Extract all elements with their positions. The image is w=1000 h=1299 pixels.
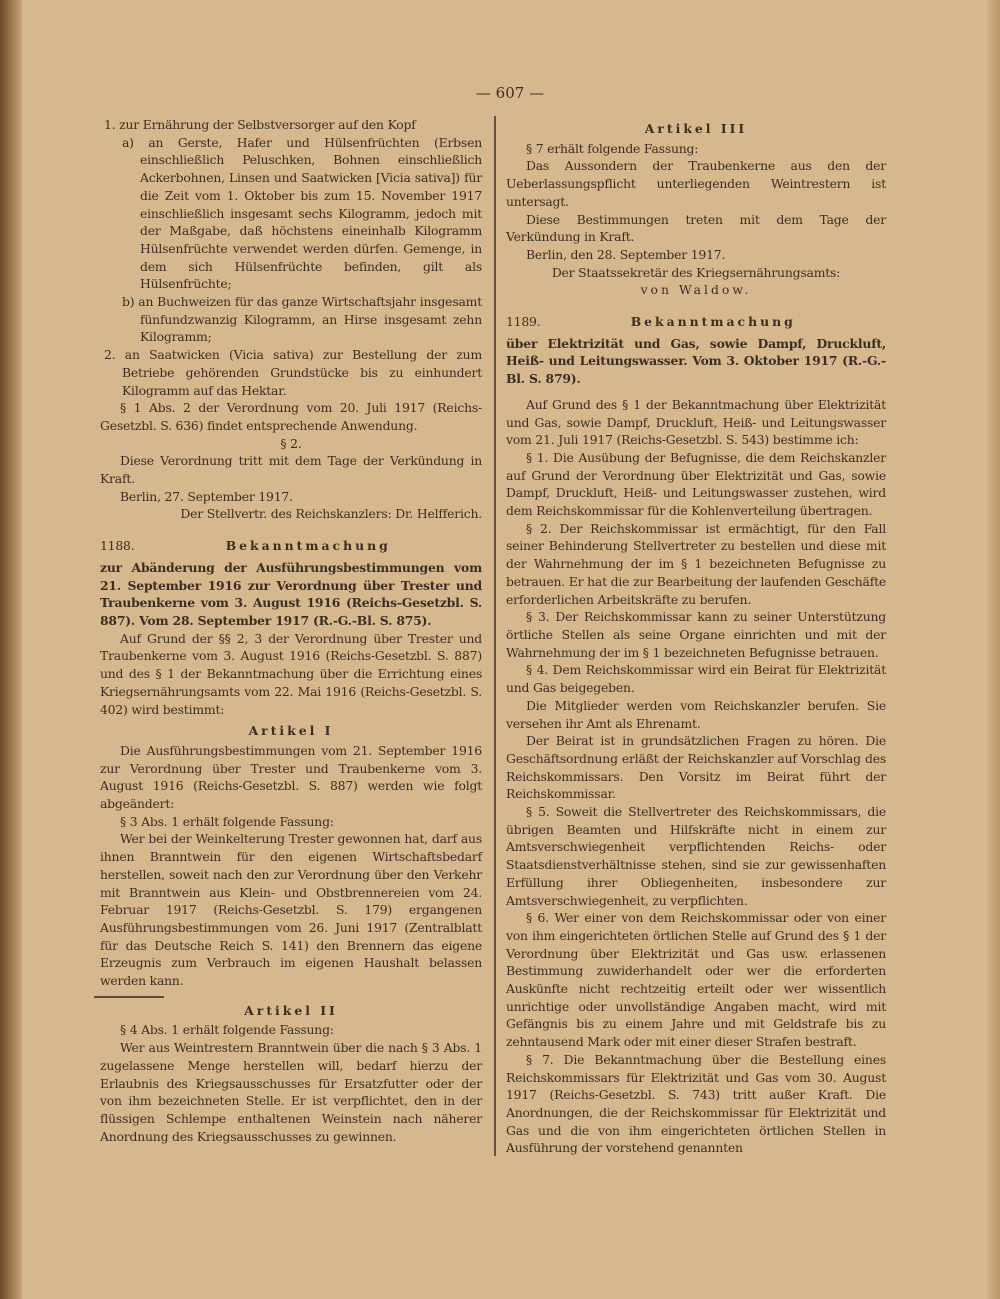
paragraph: § 7 erhält folgende Fassung: [526,140,699,156]
paragraph: Die Mitglieder werden vom Reichskanzler berufen. Sie versehen ihr Amt als Ehrenamt. [506,697,886,731]
left-column [100,116,482,1145]
paragraph: Wer bei der Weinkelterung Trester gewonnen hat, darf aus ihnen Branntwein für den eigenen Wirtschaftsbedarf herstellen, soweit nach den zur Verordnung über den Verkehr mit Branntwein aus Klein- und Obstbrennereien vom 24. Februar 1917 (Reichs-Gesetzbl. S. 179) ergangenen Ausführungsbestimmungen vom 26. Juni 1917 (Zentralblatt für das Deutsche Reich S. 141) den Brennern das eigene Erzeugnis zum Verbrauch im eigenen Haushalt belassen werden kann. [100,831,482,989]
paragraph: Auf Grund des § 1 der Bekanntmachung über Elektrizität und Gas, sowie Dampf, Druckluft, Heiß- und Leitungswasser vom 21. Juli 1917 (Reichs-Gesetzbl. S. 543) bestimme ich: [506,396,886,448]
section: § 7. Die Bekanntmachung über die Bestellung eines Reichskommissars für Elektrizität und Gas vom 30. August 1917 (Reichs-Gesetzbl. S. 743) tritt außer Kraft. Die Anordnungen, die der Reichskommissar für Elektrizität und Gas und die von ihm eingerichteten örtlichen Stellen in Ausführung der vorstehend genannten [506,1051,886,1156]
column-divider [494,116,496,1156]
section-heading: § 2. [280,435,302,451]
notice-number: 1189. [506,314,541,330]
list-item: 2. an Saatwicken (Vicia sativa) zur Bestellung der zum Betriebe gehörenden Grundstücke bis zu einhundert Kilogramm auf das Hektar. [104,347,482,398]
section: § 3. Der Reichskommissar kann zu seiner Unterstützung örtliche Stellen als seine Organe einrichten und mit der Wahrnehmung der im § 1 bezeichneten Befugnisse betrauen. [506,609,886,660]
signature: von Waldow. [640,282,752,298]
paragraph: § 3 Abs. 1 erhält folgende Fassung: [120,813,334,829]
list-item: a) an Gerste, Hafer und Hülsenfrüchten (Erbsen einschließlich Peluschken, Bohnen einschließlich Ackerbohnen, Linsen und Saatwicken [Vicia sativa]) für die Zeit vom 1. Oktober bis zum 15. November 1917 einschließlich insgesamt sechs Kilogramm, jedoch mit der Maßgabe, daß höchstens eineinhalb Kilogramm Hülsenfrüchte verwendet werden dürfen. Gemenge, in dem sich Hülsenfrüchte befinden, gilt als Hülsenfrüchte; [122,134,482,292]
paragraph: Auf Grund der §§ 2, 3 der Verordnung über Trester und Traubenkerne vom 3. August 1916 (Reichs-Gesetzbl. S. 887) und des § 1 der Bekanntmachung über die Errichtung eines Kriegsernährungsamts vom 22. Mai 1916 (Reichs-Gesetzbl. S. 402) wird bestimmt: [100,630,482,717]
signature: Der Stellvertr. des Reichskanzlers: Dr. Helfferich. [180,506,482,522]
notice-header [506,313,886,331]
list-item: 1. zur Ernährung der Selbstversorger auf den Kopf [104,117,416,132]
paragraph: Der Beirat ist in grundsätzlichen Fragen zu hören. Die Geschäftsordnung erläßt der Reichskanzler auf Vorschlag des Reichskommissars. Den Vorsitz im Beirat führt der Reichskommissar. [506,733,886,802]
article-heading: Artikel II [244,1002,338,1018]
article-heading: Artikel III [644,121,748,136]
notice-title: zur Abänderung der Ausführungsbestimmungen vom 21. September 1916 zur Verordnung über Trester und Traubenkerne vom 3. August 1916 (Reichs-Gesetzbl. S. 887). Vom 28. September 1917 (R.-G.-Bl. S. 875). [100,559,482,628]
section: § 6. Wer einer von dem Reichskommissar oder von einer von ihm eingerichteten örtlichen Stelle auf Grund des § 1 der Verordnung über Elektrizität und Gas usw. erlassenen Bestimmung zuwiderhandelt oder wer die erforderten Auskünfte nicht rechtzeitig erteilt oder wer wissentlich unrichtige oder unvollständige Angaben macht, wird mit Gefängnis bis zu einem Jahre und mit Geldstrafe bis zu zehntausend Mark oder mit einer dieser Strafen bestraft. [506,910,886,1050]
page-number: — 607 — [475,84,545,102]
notice-title: über Elektrizität und Gas, sowie Dampf, Druckluft, Heiß- und Leitungswasser. Vom 3. Oktober 1917 (R.-G.-Bl. S. 879). [506,335,886,387]
notice-heading: Bekanntmachung [225,538,391,554]
notice-header [100,537,482,555]
section: § 2. Der Reichskommissar ist ermächtigt, für den Fall seiner Behinderung Stellvertreter zu bestellen und diese mit der Wahrnehmung der im § 1 bezeichneten Befugnisse zu betrauen. Er hat die zur Bearbeitung der laufenden Geschäfte erforderlichen Arbeitskräfte zu berufen. [506,520,886,607]
place-date: Berlin, den 28. September 1917. [526,246,726,262]
section: § 4. Dem Reichskommissar wird ein Beirat für Elektrizität und Gas beigegeben. [506,662,886,696]
paragraph: § 1 Abs. 2 der Verordnung vom 20. Juli 1917 (Reichs-Gesetzbl. S. 636) findet entsprechende Anwendung. [100,400,482,433]
paragraph: § 4 Abs. 1 erhält folgende Fassung: [120,1022,334,1038]
article-heading: Artikel I [248,723,334,739]
paragraph: Das Aussondern der Traubenkerne aus den der Ueberlassungspflicht unterliegenden Weintrestern ist untersagt. [506,158,886,209]
paragraph: Diese Verordnung tritt mit dem Tage der Verkündung in Kraft. [100,453,482,487]
section: § 5. Soweit die Stellvertreter des Reichskommissars, die übrigen Beamten und Hilfskräfte nicht in einem zur Amtsverschwiegenheit verpflichtenden Reichs- oder Staatsdienstverhältnisse stehen, sind sie zur gewissenhaften Erfüllung ihrer Obliegenheiten, insbesondere zur Amtsverschwiegenheit, zu verpflichten. [506,804,886,908]
divider [94,996,164,998]
paragraph: Diese Bestimmungen treten mit dem Tage der Verkündung in Kraft. [506,211,886,245]
paragraph: Die Ausführungsbestimmungen vom 21. September 1916 zur Verordnung über Trester und Traubenkerne vom 3. August 1916 (Reichs-Gesetzbl. S. 887) werden wie folgt abgeändert: [100,742,482,812]
notice-number: 1188. [100,538,135,554]
list-item: b) an Buchweizen für das ganze Wirtschaftsjahr insgesamt fünfundzwanzig Kilogramm, an Hirse insgesamt zehn Kilogramm; [122,294,482,345]
place-date: Berlin, 27. September 1917. [120,488,293,504]
notice-heading: Bekanntmachung [630,314,796,330]
paragraph: Wer aus Weintrestern Branntwein über die nach § 3 Abs. 1 zugelassene Menge herstellen will, bedarf hierzu der Erlaubnis des Kriegsausschusses für Ersatzfutter oder der von ihm bezeichneten Stelle. Er ist verpflichtet, den in der flüssigen Schlempe enthaltenen Weinstein nach näherer Anordnung des Kriegsausschusses zu gewinnen. [100,1040,482,1144]
right-column [506,116,886,1157]
section: § 1. Die Ausübung der Befugnisse, die dem Reichskanzler auf Grund der Verordnung über Elektrizität und Gas, sowie Dampf, Druckluft, Heiß- und Leitungswasser zustehen, wird dem Reichskommissar für die Kohlenverteilung übertragen. [506,449,886,519]
page-edge [986,0,1000,1299]
signature-title: Der Staatssekretär des Kriegsernährungsamts: [551,264,841,280]
book-spine-shadow [0,0,22,1299]
